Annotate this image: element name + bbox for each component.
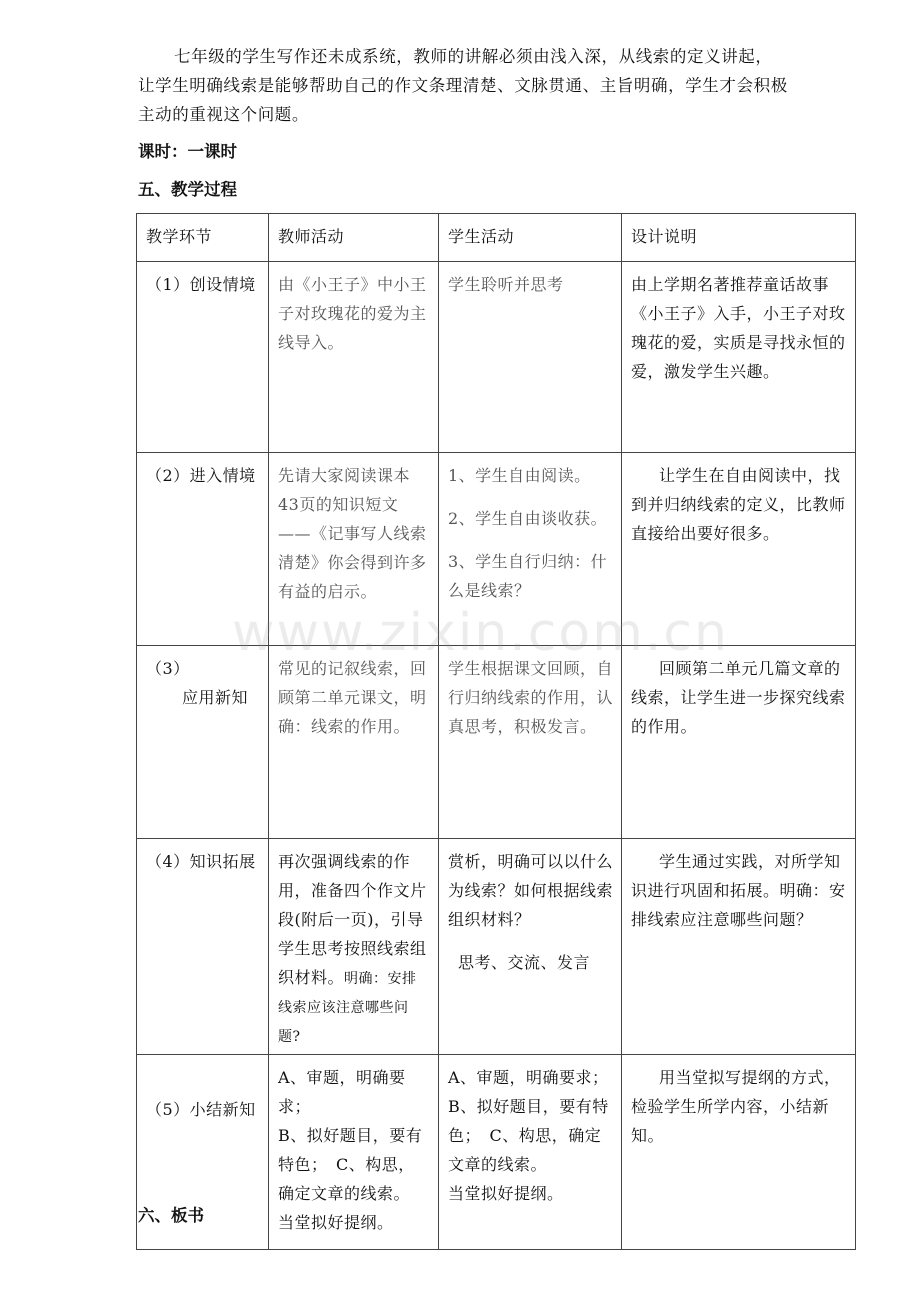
teacher-cell: 常见的记叙线索，回顾第二单元课文，明确：线索的作用。 — [269, 646, 439, 839]
header-teacher: 教师活动 — [269, 214, 439, 262]
stage-number: （3） — [146, 659, 190, 678]
student-line: B、拟好题目，要有特色； C、构思，确定文章的线索。 — [448, 1097, 609, 1174]
stage-cell: （1）创设情境 — [137, 262, 269, 453]
teacher-cell — [269, 839, 439, 1055]
design-cell: 回顾第二单元几篇文章的线索，让学生进一步探究线索的作用。 — [622, 646, 856, 839]
student-line: 3、学生自行归纳：什么是线索？ — [448, 552, 608, 600]
blackboard-heading: 六、板书 — [138, 1206, 204, 1225]
table-header-row — [137, 214, 856, 262]
design-cell: 用当堂拟写提纲的方式，检验学生所学内容，小结新知。 — [622, 1055, 856, 1250]
student-line: A、审题，明确要求； — [448, 1068, 609, 1087]
design-cell: 让学生在自由阅读中，找到并归纳线索的定义，比教师直接给出要好很多。 — [622, 453, 856, 646]
stage-cell — [137, 646, 269, 839]
student-cell — [439, 453, 622, 646]
student-line: 1、学生自由阅读。 — [448, 466, 591, 485]
header-stage: 教学环节 — [137, 214, 269, 262]
student-cell — [439, 262, 622, 453]
student-cell — [439, 1055, 622, 1250]
table-row — [137, 839, 856, 1055]
table-row — [137, 646, 856, 839]
student-line: 学生根据课文回顾，自行归纳线索的作用，认真思考，积极发言。 — [448, 659, 614, 736]
teaching-process-table — [136, 213, 856, 1250]
teacher-cell: 由《小王子》中小王子对玫瑰花的爱为主线导入。 — [269, 262, 439, 453]
student-line: 思考、交流、发言 — [458, 953, 591, 972]
stage-title: 应用新知 — [182, 688, 249, 707]
teacher-text: 再次强调线索的作用，准备四个作文片段(附后一页)，引导学生思考按照线索组织材料。 — [278, 852, 427, 987]
header-design: 设计说明 — [622, 214, 856, 262]
design-cell: 由上学期名著推荐童话故事《小王子》入手，小王子对玫瑰花的爱，实质是寻找永恒的爱，激发学生兴趣。 — [622, 262, 856, 453]
teacher-cell: 先请大家阅读课本43页的知识短文——《记事写人线索清楚》你会得到许多有益的启示。 — [269, 453, 439, 646]
watermark: www.zixin.com.cn — [232, 603, 729, 663]
teacher-line: 当堂拟好提纲。 — [278, 1213, 394, 1232]
student-line: 2、学生自由谈收获。 — [448, 509, 608, 528]
table-row — [137, 262, 856, 453]
student-cell — [439, 839, 622, 1055]
table-row — [137, 453, 856, 646]
student-cell — [439, 646, 622, 839]
teacher-note: 明确：安排线索应该注意哪些问题? — [278, 971, 417, 1045]
stage-cell: （5）小结新知 — [137, 1055, 269, 1250]
stage-cell: （2）进入情境 — [137, 453, 269, 646]
header-student: 学生活动 — [439, 214, 622, 262]
table-row — [137, 1055, 856, 1250]
stage-cell: （4）知识拓展 — [137, 839, 269, 1055]
student-line: 赏析，明确可以以什么为线索？如何根据线索组织材料？ — [448, 852, 614, 929]
teacher-line: A、审题，明确要求； — [278, 1068, 406, 1116]
intro-paragraph: 七年级的学生写作还未成系统，教师的讲解必须由浅入深，从线索的定义讲起，让学生明确线索是能够帮助自己的作文条理清楚、文脉贯通、主旨明确，学生才会积极主动的重视这个问题。 — [138, 47, 788, 124]
student-line: 当堂拟好提纲。 — [448, 1184, 564, 1203]
teacher-line: B、拟好题目，要有特色； C、构思，确定文章的线索。 — [278, 1126, 423, 1203]
design-cell: 学生通过实践，对所学知识进行巩固和拓展。明确：安排线索应注意哪些问题？ — [622, 839, 856, 1055]
teacher-cell — [269, 1055, 439, 1250]
class-hours-heading: 课时：一课时 — [138, 142, 237, 161]
student-line: 学生聆听并思考 — [448, 275, 564, 294]
teaching-process-heading: 五、教学过程 — [138, 180, 237, 199]
